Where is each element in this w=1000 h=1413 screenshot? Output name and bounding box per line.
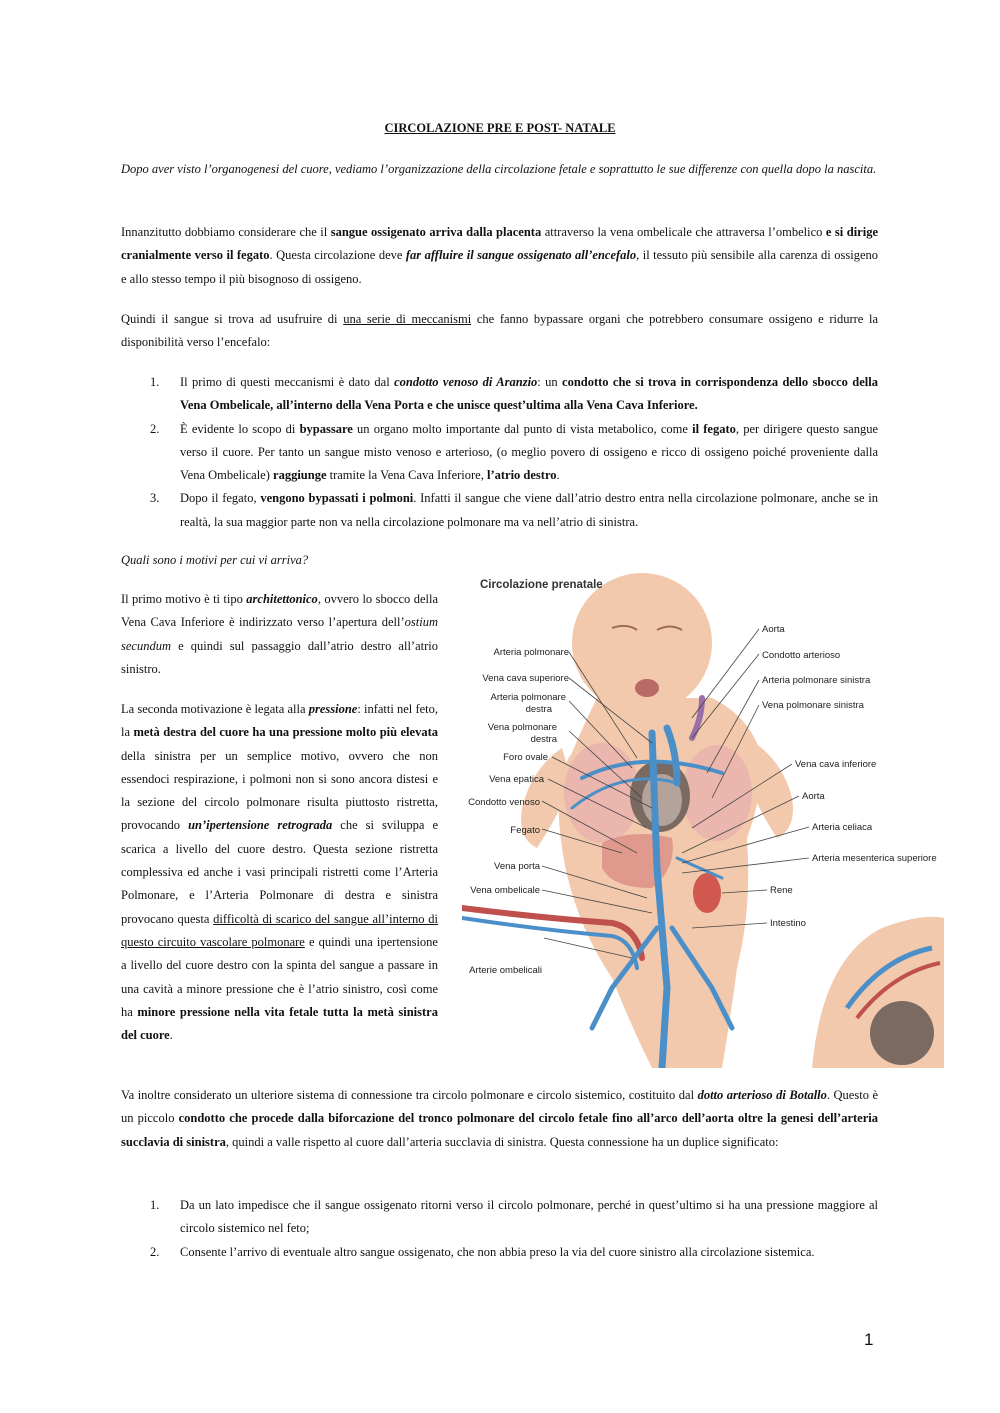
- label-vena-cava-superiore: Vena cava superiore: [482, 673, 569, 684]
- page-number: 1: [864, 1330, 874, 1349]
- label-intestino: Intestino: [770, 918, 806, 929]
- label-condotto-arterioso: Condotto arterioso: [762, 650, 841, 661]
- intro-paragraph: Dopo aver visto l’organogenesi del cuore, vediamo l’organizzazione della circolazione fetale e soprattutto le sue differenze con quella dopo la nascita.: [121, 162, 877, 176]
- label-rene: Rene: [770, 885, 793, 896]
- paragraph-architectural: Il primo motivo è ti tipo architettonico, ovvero lo sbocco della Vena Cava Inferiore è indirizzato verso l’apertura dell’ostium secundum e quindi sul passaggio dall’atrio destro all’atrio sinistro.: [121, 592, 438, 676]
- label-aorta-lower: Aorta: [802, 791, 825, 802]
- label-vena-epatica: Vena epatica: [489, 774, 544, 785]
- label-vena-cava-inferiore: Vena cava inferiore: [795, 759, 877, 770]
- paragraph-mechanisms: Quindi il sangue si trova ad usufruire di una serie di meccanismi che fanno bypassare organi che potrebbero consumare ossigeno e ridurre la disponibilità verso l’encefalo:: [121, 312, 879, 350]
- page-title: CIRCOLAZIONE PRE E POST- NATALE: [384, 121, 616, 135]
- mechanisms-list: [150, 371, 878, 534]
- label-vena-polmonare-destra-2: destra: [530, 734, 557, 745]
- figure-title: Circolazione prenatale: [480, 579, 603, 591]
- paragraph-placenta: Innanzitutto dobbiamo considerare che il sangue ossigenato arriva dalla placenta attraverso la vena ombelicale che attraversa l’ombelico e si dirige cranialmente verso il fegato. Questa circolazione deve far affluire il sangue ossigenato all’encefalo, il tessuto più sensibile alla carenza di ossigeno e allo stesso tempo il più bisognoso di ossigeno.: [121, 225, 878, 286]
- label-vena-polmonare-sinistra: Vena polmonare sinistra: [762, 700, 864, 711]
- paragraph-botallo: Va inoltre considerato un ulteriore sistema di connessione tra circolo polmonare e circolo sistemico, costituito dal dotto arterioso di Botallo. Questo è un piccolo condotto che procede dalla biforcazione del tronco polmonare del circolo fetale fino all’arco dell’aorta oltre la genesi dell’arteria succlavia di sinistra, quindi a valle rispetto al cuore dall’arteria succlavia di sinistra. Questa connessione ha un duplice significato:: [121, 1088, 879, 1149]
- label-arteria-mesenterica-superiore: Arteria mesenterica superiore: [812, 853, 937, 864]
- list-item: 1. Da un lato impedisce che il sangue ossigenato ritorni verso il circolo polmonare, perché in quest’ultimo si ha una pressione maggiore al circolo sistemico nel feto;: [150, 1198, 878, 1236]
- connection-meaning-list: [150, 1194, 878, 1264]
- label-condotto-venoso: Condotto venoso: [468, 797, 540, 808]
- inset-heart-illustration: [812, 917, 944, 1068]
- label-vena-ombelicale: Vena ombelicale: [470, 885, 540, 896]
- list-item: 3. Dopo il fegato, vengono bypassati i polmoni. Infatti il sangue che viene dall’atrio destro entra nella circolazione polmonare, anche se in realtà, la sua maggior parte non va nella circolazione polmonare ma va nell’atrio di sinistra.: [150, 491, 878, 529]
- label-arteria-polmonare-destra-1: Arteria polmonare: [490, 692, 566, 703]
- question-heading: Quali sono i motivi per cui vi arriva?: [121, 553, 309, 567]
- label-vena-polmonare-destra-1: Vena polmonare: [487, 722, 557, 733]
- label-foro-ovale: Foro ovale: [503, 752, 548, 763]
- list-item: 1. Il primo di questi meccanismi è dato dal condotto venoso di Aranzio: un condotto che si trova in corrispondenza dello sbocco della Vena Ombelicale, all’interno della Vena Porta e che unisce quest’ultima alla Vena Cava Inferiore.: [150, 375, 878, 413]
- list-item: 2. È evidente lo scopo di bypassare un organo molto importante dal punto di vista metabolico, come il fegato, per dirigere questo sangue verso il cuore. Per tanto un sangue misto venoso e arterioso, (o meglio povero di ossigeno e ricco di ossigeno poiché proveniente dalla Vena Ombelicale) raggiunge tramite la Vena Cava Inferiore, l’atrio destro.: [150, 421, 878, 483]
- label-arteria-polmonare: Arteria polmonare: [493, 647, 569, 658]
- label-fegato: Fegato: [510, 825, 540, 836]
- label-aorta-top: Aorta: [762, 624, 785, 635]
- label-arteria-polmonare-destra-2: destra: [525, 704, 552, 715]
- label-arteria-celiaca: Arteria celiaca: [812, 822, 873, 833]
- paragraph-pressure: La seconda motivazione è legata alla pressione: infatti nel feto, la metà destra del cuore ha una pressione molto più elevata della sinistra per un semplice motivo, ovvero che non essendoci respirazione, i polmoni non si sono ancora distesi e la sezione del circolo polmonare risulta piuttosto ristretta, provocando un’ipertensione retrograda che si sviluppa e scarica a livello del cuore destro. Questa sezione ristretta complessiva ed anche i vasi principali ristretti come l’Arteria Polmonare, e l’Arteria Polmonare di destra e sinistra provocano questa difficoltà di scarico del sangue all’interno di questo circuito vascolare polmonare e quindi una ipertensione a livello del cuore destro con la spinta del sangue a passare in una cavità a minore pressione che è l’atrio sinistro, così come ha minore pressione nella vita fetale tutta la metà sinistra del cuore.: [121, 702, 438, 1043]
- label-arterie-ombelicali: Arterie ombelicali: [469, 965, 542, 976]
- prenatal-circulation-figure: [462, 568, 944, 1068]
- list-item: 2. Consente l’arrivo di eventuale altro sangue ossigenato, che non abbia preso la via del cuore sinistro alla circolazione sistemica.: [150, 1244, 815, 1259]
- label-vena-porta: Vena porta: [494, 861, 540, 872]
- label-arteria-polmonare-sinistra: Arteria polmonare sinistra: [762, 675, 871, 686]
